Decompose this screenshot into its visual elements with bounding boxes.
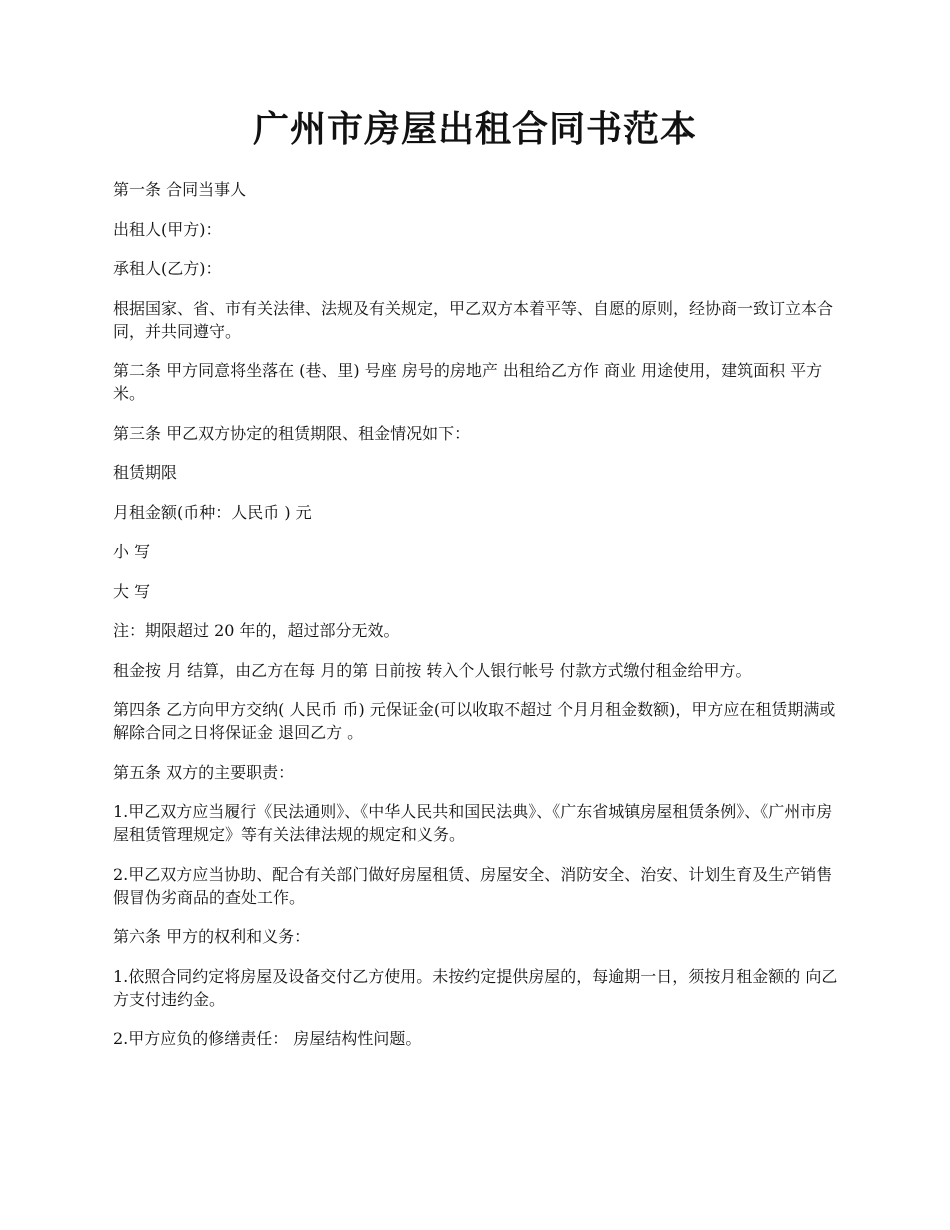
lease-term-line: 租赁期限 <box>113 463 178 482</box>
monthly-rent-line: 月租金额(币种：人民币 ) 元 <box>113 502 312 522</box>
clause-5-item-2: 2.甲乙双方应当协助、配合有关部门做好房屋租赁、房屋安全、消防安全、治安、计划生育及生产销售假冒伪劣商品的查处工作。 <box>113 864 833 907</box>
term-note: 注：期限超过 20 年的，超过部分无效。 <box>113 621 400 640</box>
clause-5-heading: 第五条 双方的主要职责： <box>113 762 295 782</box>
preamble-paragraph: 根据国家、省、市有关法律、法规及有关规定，甲乙双方本着平等、自愿的原则，经协商一致订立本合同，并共同遵守。 <box>113 298 834 341</box>
amount-uppercase-line: 大 写 <box>113 581 151 601</box>
document-body <box>113 178 843 1067</box>
clause-6-item-1: 1.依照合同约定将房屋及设备交付乙方使用。未按约定提供房屋的，每逾期一日，须按月租金额的 向乙方支付违约金。 <box>113 966 838 1009</box>
amount-lowercase-line: 小 写 <box>113 542 151 561</box>
clause-4-paragraph: 第四条 乙方向甲方交纳( 人民币 币) 元保证金(可以收取不超过 个月月租金数额)，甲方应在租赁期满或解除合同之日将保证金 退回乙方 。 <box>113 700 836 742</box>
document-title: 广州市房屋出租合同书范本 <box>252 108 697 150</box>
clause-1-heading: 第一条 合同当事人 <box>113 180 247 199</box>
clause-2-paragraph: 第二条 甲方同意将坐落在 (巷、里) 号座 房号的房地产 出租给乙方作 商业 用途使用，建筑面积 平方米。 <box>113 361 823 403</box>
lessor-line: 出租人(甲方)： <box>113 219 222 239</box>
rent-settlement-paragraph: 租金按 月 结算，由乙方在每 月的第 日前按 转入个人银行帐号 付款方式缴付租金给甲方。 <box>113 660 752 680</box>
clause-5-item-1: 1.甲乙双方应当履行《民法通则》、《中华人民共和国民法典》、《广东省城镇房屋租赁条例》、《广州市房屋租赁管理规定》等有关法律法规的规定和义务。 <box>113 802 833 844</box>
clause-6-heading: 第六条 甲方的权利和义务： <box>113 927 311 946</box>
clause-3-heading: 第三条 甲乙双方协定的租赁期限、租金情况如下： <box>113 423 471 443</box>
lessee-line: 承租人(乙方)： <box>113 259 222 278</box>
clause-6-item-2: 2.甲方应负的修缮责任： 房屋结构性问题。 <box>113 1029 422 1048</box>
